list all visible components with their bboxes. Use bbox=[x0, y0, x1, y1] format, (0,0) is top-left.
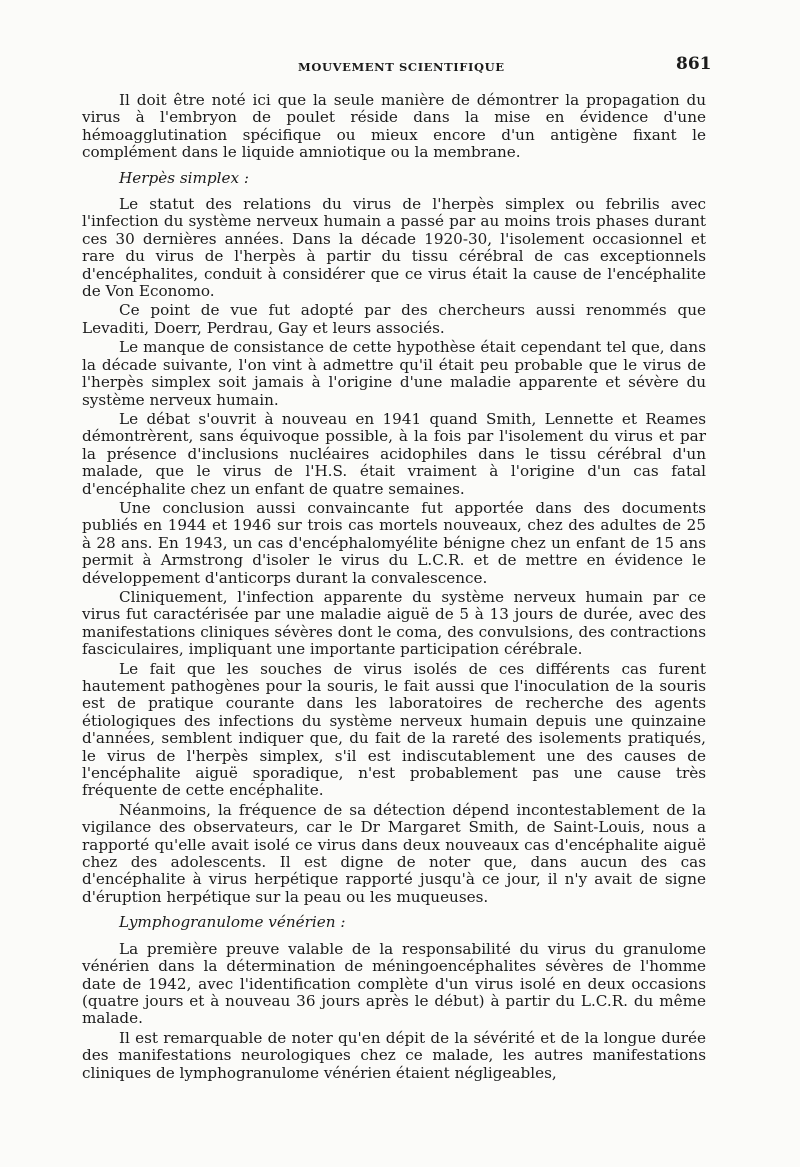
section-heading-lymphogranulome: Lymphogranulome vénérien : bbox=[119, 913, 346, 932]
paragraph-herpes-7: Le fait que les souches de virus isolés de ces différents cas furent hautement pathogènes pour la souris, le fait aussi que l'inoculation de la souris est de pratique courante dans les laboratoires de recherche des agents étiologiques des infections du système nerveux humain depuis une quinzaine d'années, semblent indiquer que, du fait de la rareté des isolements pratiqués, le virus de l'herpès simplex, s'il est indiscutablement une des causes de l'encéphalite aiguë sporadique, n'est probablement pas une cause très fréquente de cette encéphalite. bbox=[82, 659, 706, 800]
running-title: MOUVEMENT SCIENTIFIQUE bbox=[298, 60, 505, 74]
paragraph-herpes-6: Cliniquement, l'infection apparente du système nerveux humain par ce virus fut caractérisée par une maladie aiguë de 5 à 13 jours de durée, avec des manifestations cliniques sévères dont le coma, des convulsions, des contractions fasciculaires, impliquant une importante participation cérébrale. bbox=[82, 587, 706, 659]
paragraph-herpes-5: Une conclusion aussi convaincante fut apportée dans des documents publiés en 1944 et 1946 sur trois cas mortels nouveaux, chez des adultes de 25 à 28 ans. En 1943, un cas d'encéphalomyélite bénigne chez un enfant de 15 ans permit à Armstrong d'isoler le virus du L.C.R. et de mettre en évidence le développement d'anticorps durant la convalescence. bbox=[82, 498, 706, 587]
paragraph-herpes-3: Le manque de consistance de cette hypothèse était cependant tel que, dans la décade suivante, l'on vint à admettre qu'il était peu probable que le virus de l'herpès simplex soit jamais à l'origine d'une maladie apparente et sévère du système nerveux humain. bbox=[82, 338, 706, 409]
paragraph-herpes-4: Le débat s'ouvrit à nouveau en 1941 quand Smith, Lennette et Reames démontrèrent, sans équivoque possible, à la fois par l'isolement du virus et par la présence d'inclusions nucléaires acidophiles dans le tissu cérébral d'un malade, que le virus de l'H.S. était vraiment à l'origine d'un cas fatal d'encéphalite chez un enfant de quatre semaines. bbox=[82, 409, 706, 498]
paragraph-herpes-8: Néanmoins, la fréquence de sa détection dépend incontestablement de la vigilance des observateurs, car le Dr Margaret Smith, de Saint-Louis, nous a rapporté qu'elle avait isolé ce virus dans deux nouveaux cas d'encéphalite aiguë chez des adolescents. Il est digne de noter que, dans aucun des cas d'encéphalite à virus herpétique rapporté jusqu'à ce jour, il n'y avait de signe d'éruption herpétique sur la peau ou les muqueuses. bbox=[82, 800, 706, 906]
paragraph-lympho-1: La première preuve valable de la responsabilité du virus du granulome vénérien dans la détermination de méningoencéphalites sévères de l'homme date de 1942, avec l'identification complète d'un virus isolé en deux occasions (quatre jours et à nouveau 36 jours après le début) à partir du L.C.R. du même malade. bbox=[82, 939, 706, 1028]
article-body bbox=[82, 92, 706, 1084]
page-number: 861 bbox=[676, 54, 712, 74]
paragraph-lympho-2: Il est remarquable de noter qu'en dépit de la sévérité et de la longue durée des manifestations neurologiques chez ce malade, les autres manifestations cliniques de lymphogranulome vénérien étaient négligeables, bbox=[82, 1028, 706, 1082]
section-heading-herpes: Herpès simplex : bbox=[119, 168, 249, 187]
paragraph-herpes-1: Le statut des relations du virus de l'herpès simplex ou febrilis avec l'infection du système nerveux humain a passé par au moins trois phases durant ces 30 dernières années. Dans la décade 1920-30, l'isolement occasionnel et rare du virus de l'herpès à partir du tissu cérébral de cas exceptionnels d'encéphalites, conduit à considérer que ce virus était la cause de l'encéphalite de Von Economo. bbox=[82, 195, 706, 301]
page-header bbox=[0, 54, 800, 78]
paragraph-intro: Il doit être noté ici que la seule manière de démontrer la propagation du virus à l'embryon de poulet réside dans la mise en évidence d'une hémoagglutination spécifique ou mieux encore d'un antigène fixant le complément dans le liquide amniotique ou la membrane. bbox=[82, 91, 706, 162]
paragraph-herpes-2: Ce point de vue fut adopté par des chercheurs aussi renommés que Levaditi, Doerr, Perdrau, Gay et leurs associés. bbox=[82, 301, 706, 337]
